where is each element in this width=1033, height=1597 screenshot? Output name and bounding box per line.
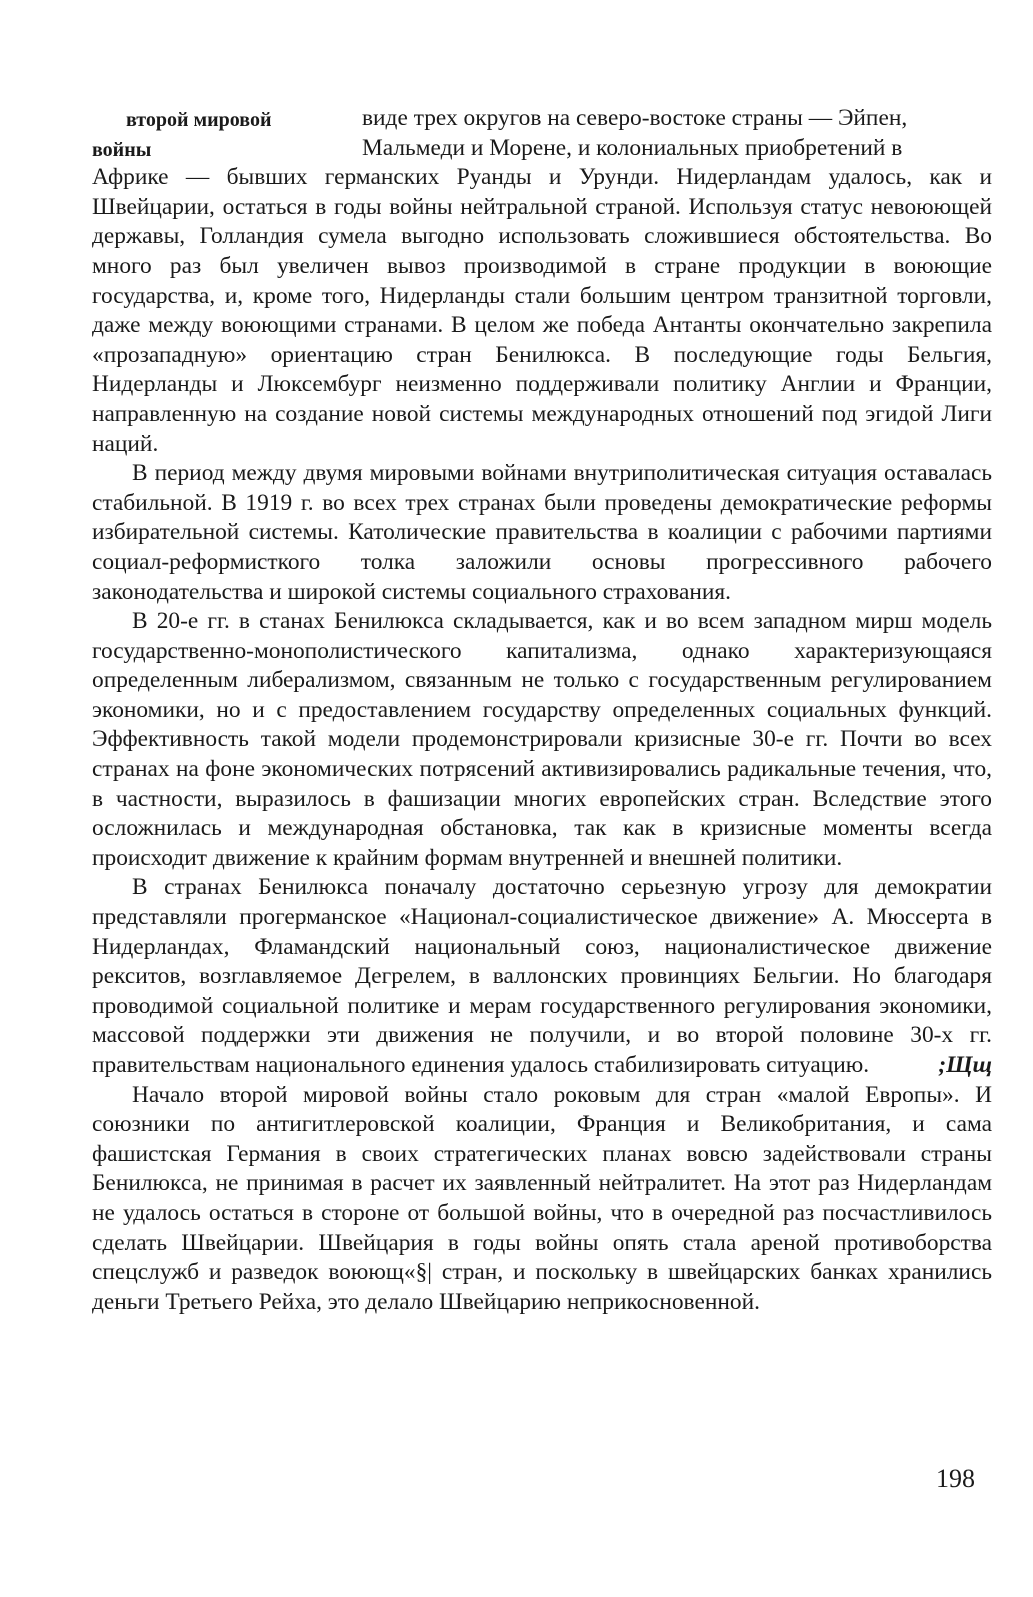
side-heading-line-2: войны bbox=[92, 138, 152, 161]
paragraph-4-text: В странах Бенилюкса поначалу достаточно серьезную угрозу для демократии представляли прогерманское «Национал-социалистическое движение» А. Мюссерта в Нидерландах, Фламандский национальный союз, националистическое движение рекситов, возглавляемое Дегрелем, в валлонских провинциях Бельгии. Но благодаря проводимой социальной политике и мерам государственного регулирования экономики, массовой поддержки эти движения не получили, и во второй половине 30-х гг. правительствам национального единения удалось стабилизировать ситуацию. bbox=[92, 874, 992, 1078]
page-number: 198 bbox=[936, 1464, 975, 1493]
paragraph-1-line-2: Мальмеди и Морене, и колониальных приобретений в bbox=[362, 134, 903, 161]
margin-mark: ;Щщ bbox=[938, 1052, 992, 1078]
paragraph-1 bbox=[92, 104, 992, 459]
paragraph-5: Начало второй мировой войны стало роковым для стран «малой Европы». И союзники по антигитлеровской коалиции, Франция и Великобритания, и сама фашистская Германия в своих стратегических планах вовсю задействовали страны Бенилюкса, не принимая в расчет их заявленный нейтралитет. На этот раз Нидерландам не удалось остаться в стороне от большой войны, что в очередной раз посчастливилось сделать Швейцарии. Швейцария в годы войны опять стала ареной противоборства спецслужб и разведок воюющ«§| стран, и поскольку в швейцарских банках хранились деньги Третьего Рейха, это делало Швейцарию неприкосновенной. bbox=[92, 1081, 992, 1315]
paragraph-3: В 20-е гг. в станах Бенилюкса складывается, как и во всем западном мирш модель государственно-монополистического капитализма, однако характеризующаяся определенным либерализмом, связанным не только с государственным регулированием экономики, но и с предоставлением государству определенных социальных функций. Эффективность такой модели продемонстрировали кризисные 30-е гг. Почти во всех странах на фоне экономических потрясений активизировались радикальные течения, что, в частности, выразилось в фашизации многих европейских стран. Вследствие этого осложнилась и международная обстановка, так как в кризисные моменты всегда происходит движение к крайним формам внутренней и внешней политики. bbox=[92, 608, 992, 871]
paragraph-2: В период между двумя мировыми войнами внутриполитическая ситуация оставалась стабильной. В 1919 г. во всех трех странах были проведены демократические реформы избирательной системы. Католические правительства в коалиции с рабочими партиями социал-реформисткого толка заложили основы прогрессивного рабочего законодательства и широкой системы социального страхования. bbox=[92, 460, 992, 605]
paragraph-4 bbox=[92, 873, 992, 1080]
side-heading-line-1: второй мировой bbox=[126, 109, 272, 131]
paragraph-1-line-1: виде трех округов на северо-востоке страны — Эйпен, bbox=[362, 105, 908, 131]
page-body bbox=[92, 104, 992, 1317]
paragraph-1-text: Африке — бывших германских Руанды и Урунди. Нидерландам удалось, как и Швейцарии, остаться в годы войны нейтральной страной. Используя статус невоюющей державы, Голландия сумела выгодно использовать сложившиеся обстоятельства. Во много раз был увеличен вывоз производимой в стране продукции в воюющие государства, и, кроме того, Нидерланды стали большим центром транзитной торговли, даже между воюющими странами. В целом же победа Антанты окончательно закрепила «прозападную» ориентацию стран Бенилюкса. В последующие годы Бельгия, Нидерланды и Люксембург неизменно поддерживали политику Англии и Франции, направленную на создание новой системы международных отношений под эгидой Лиги наций. bbox=[92, 164, 992, 457]
